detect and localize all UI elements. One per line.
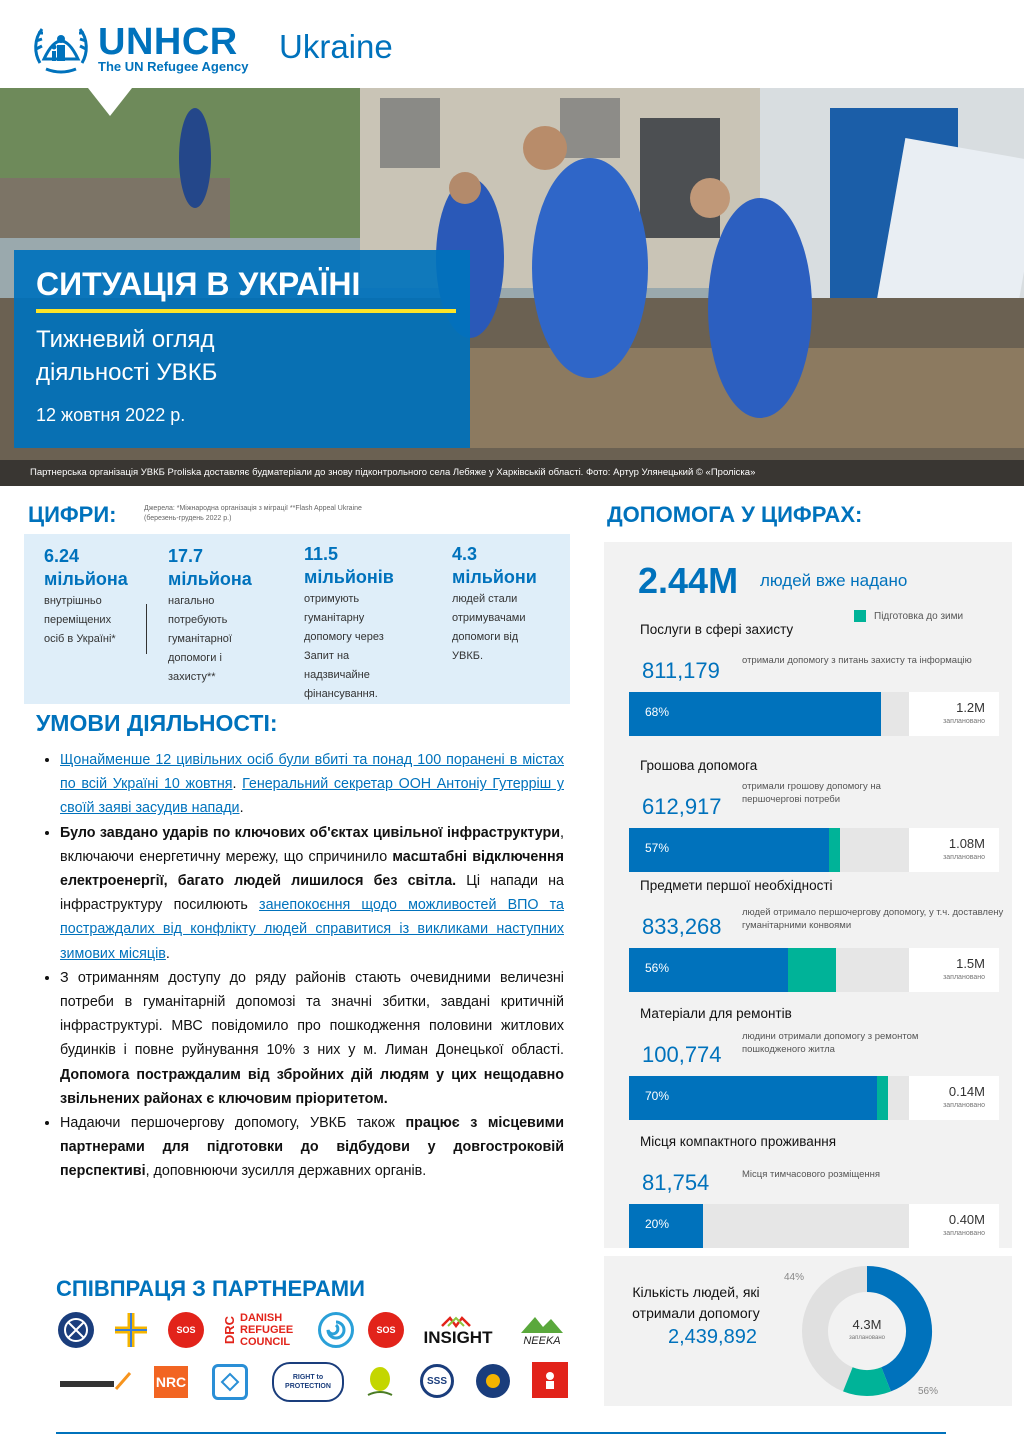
figure-number: 4.3 — [452, 544, 478, 564]
partner-map-icon — [219, 1371, 241, 1393]
donut-center-value: 4.3M — [852, 1317, 882, 1332]
partner-logo-swirl — [318, 1312, 354, 1348]
sos-text: SOS — [176, 1325, 196, 1335]
progress-bar — [629, 692, 999, 736]
conditions-header: УМОВИ ДІЯЛЬНОСТІ: — [36, 710, 278, 736]
partners-header: СПІВПРАЦЯ З ПАРТНЕРАМИ — [56, 1276, 365, 1301]
list-item — [60, 1111, 564, 1184]
text: З отриманням доступу до ряду районів стають очевидними величезні потреби в гуманітарній допомозі та значні збитки, завдані критичній інфраструктурі. МВС повідомило про пошкодження половини житлових будинків і повне руйнування 10% з них у м. Лиман Донецької області. — [60, 969, 564, 1059]
progress-bar — [629, 1076, 999, 1120]
category-name: Матеріали для ремонтів — [640, 1006, 792, 1021]
category-number: 81,754 — [642, 1170, 710, 1195]
r2p-line: PROTECTION — [285, 1383, 331, 1390]
report-subtitle-line2: діяльності УВКБ — [36, 359, 218, 386]
progress-target-label: заплановано — [943, 1230, 985, 1237]
link-winter-concerns[interactable]: занепокоєння щодо можливостей ВПО та постраждалих від конфлікту людей справитися із викликами наступних зимових місяців — [60, 897, 564, 962]
text: . — [165, 945, 170, 962]
partner-logo-11 — [212, 1364, 248, 1400]
figure-description — [452, 590, 562, 666]
partner-logo-9 — [56, 1366, 136, 1398]
figure-desc-line: переміщених — [44, 614, 112, 626]
list-item — [60, 748, 564, 821]
figures-panel — [24, 534, 570, 704]
insight-mark-icon — [440, 1316, 476, 1328]
progress-bar-winter-fill — [829, 828, 840, 872]
partner-logo-nrc — [154, 1366, 188, 1398]
progress-target-label: заплановано — [943, 854, 985, 861]
source-line-2: (березень-грудень 2022 р.) — [144, 515, 232, 522]
progress-target-label: заплановано — [943, 718, 985, 725]
partner-sun-icon — [482, 1370, 504, 1392]
category-number: 833,268 — [642, 914, 722, 939]
logo-name: UNHCR — [98, 20, 238, 63]
figure-description — [304, 590, 434, 704]
partner-logos — [56, 1310, 576, 1400]
progress-bar-winter-fill — [788, 948, 836, 992]
partner-logo-right-to-protection — [272, 1362, 344, 1402]
progress-bar-target-area — [909, 948, 999, 992]
drc-abbr: DRC — [222, 1315, 237, 1345]
progress-bar-target-area — [909, 692, 999, 736]
donut-number: 2,439,892 — [668, 1326, 757, 1348]
figure-number: 6.24 — [44, 546, 80, 566]
donut-pct-bottom: 56% — [918, 1386, 939, 1397]
partner-logo-sss — [420, 1364, 454, 1398]
partner-logo-16 — [532, 1362, 568, 1398]
figure-unit: мільйона — [44, 569, 128, 589]
category-name: Предмети першої необхідності — [640, 878, 833, 893]
figure-unit: мільйони — [452, 567, 537, 587]
text: . — [232, 776, 243, 793]
figures-header: ЦИФРИ: — [28, 502, 117, 527]
figure-description — [168, 592, 288, 687]
figure-number: 11.5 — [304, 544, 339, 564]
partner-logo-sos-1 — [168, 1312, 204, 1348]
legend-label: Підготовка до зими — [874, 610, 964, 622]
partner-logo-caritas — [112, 1310, 150, 1350]
bold-text: працює з місцевими партнерами для підготовки до відбудови у довгостроковій перспективі — [60, 1115, 564, 1180]
partner-figure-icon — [538, 1368, 562, 1392]
partner-leaf-icon — [360, 1365, 400, 1401]
neeka-mountain-icon — [519, 1313, 565, 1335]
figure-desc-line: осіб в Україні* — [44, 633, 116, 645]
progress-percent: 57% — [645, 841, 670, 855]
figure-item — [44, 546, 154, 649]
report-title: СИТУАЦІЯ В УКРАЇНІ — [36, 266, 361, 302]
donut-label: Кількість людей, які отримали допомогу — [632, 1284, 760, 1321]
figure-desc-line: нагально — [168, 595, 215, 607]
figure-desc-line: допомогу через — [304, 631, 384, 643]
partner-emblem-icon — [63, 1317, 89, 1343]
partner-logo-13 — [358, 1364, 402, 1402]
category-description: Місця тимчасового розміщення — [742, 1169, 881, 1180]
neeka-text: NEEKA — [523, 1335, 561, 1347]
category-description: отримали допомогу з питань захисту та інформацію — [742, 655, 972, 666]
sss-text: SSS — [426, 1375, 447, 1387]
report-date: 12 жовтня 2022 р. — [36, 405, 186, 425]
text: Надаючи першочергову допомогу, УВКБ також — [60, 1115, 406, 1132]
assisted-total-label: людей вже надано — [760, 571, 908, 590]
category-description: отримали грошову допомогу на першочергові потреби — [742, 781, 881, 805]
drc-line: REFUGEE — [240, 1324, 294, 1336]
category-name: Місця компактного проживання — [640, 1134, 837, 1149]
figure-unit: мільйона — [168, 569, 252, 589]
progress-bar — [629, 1204, 999, 1248]
list-item — [60, 966, 564, 1111]
figure-item — [452, 544, 562, 666]
title-box — [14, 250, 470, 448]
progress-target: 1.2M — [956, 700, 985, 715]
figure-desc-line: УВКБ. — [452, 650, 484, 662]
partner-wordmark-icon — [58, 1369, 134, 1395]
text: , включаючи енергетичну мережу, що спричинило — [60, 824, 564, 865]
donut-center-label: заплановано — [849, 1335, 885, 1341]
bold-text: масштабні відключення електроенергії, багато людей лишилося без світла. — [60, 848, 564, 890]
partner-logo-sos-2 — [368, 1312, 404, 1348]
category-name: Послуги в сфері захисту — [640, 622, 794, 637]
legend — [854, 610, 963, 622]
assisted-total: 2.44M — [638, 560, 739, 601]
figure-desc-line: отримують — [304, 593, 360, 605]
text: Ці напади на інфраструктуру посилюють — [60, 873, 564, 914]
progress-target: 1.5M — [956, 956, 985, 971]
nrc-text: NRC — [155, 1374, 187, 1390]
list-item — [60, 821, 564, 966]
progress-target: 1.08M — [948, 836, 985, 851]
footer-divider — [56, 1432, 946, 1434]
country-label: Ukraine — [279, 28, 393, 65]
progress-bar-winter-fill — [877, 1076, 888, 1120]
figure-desc-line: надзвичайне — [304, 669, 370, 681]
figure-desc-line: потребують — [168, 614, 228, 626]
figure-item — [304, 544, 434, 704]
figure-desc-line: гуманітарної — [168, 633, 232, 645]
figure-desc-line: внутрішньо — [44, 595, 102, 607]
hero-notch — [88, 88, 132, 116]
figure-desc-line: Запит на — [304, 650, 350, 662]
category-description: людей отримало першочергову допомогу, у т.ч. доставлену гуманітарними конвоями — [742, 907, 1004, 931]
progress-bar — [629, 948, 999, 992]
progress-percent: 68% — [645, 705, 670, 719]
progress-percent: 70% — [645, 1089, 670, 1103]
figure-desc-line: допомоги від — [452, 631, 519, 643]
category-number: 100,774 — [642, 1042, 722, 1067]
partner-logo-insight — [418, 1314, 498, 1350]
category-number: 811,179 — [642, 658, 720, 683]
logo-subtitle: The UN Refugee Agency — [98, 58, 249, 74]
bold-text: Допомога постраждалим від збройних дій людям у цих нещодавно звільнених районах є ключовим пріоритетом. — [60, 1066, 564, 1107]
title-underline — [36, 309, 456, 313]
category-name: Грошова допомога — [640, 758, 758, 773]
figure-desc-line: гуманітарну — [304, 612, 365, 624]
legend-swatch-winter — [854, 610, 866, 622]
figure-desc-line: допомоги і — [168, 652, 222, 664]
source-line-1: Джерела: *Міжнародна організація з міграції **Flash Appeal Ukraine — [144, 505, 362, 512]
figure-item — [168, 546, 288, 687]
caritas-cross-icon — [113, 1311, 149, 1349]
text: . — [239, 800, 244, 817]
unhcr-logo — [30, 18, 249, 78]
insight-text: INSIGHT — [423, 1328, 493, 1347]
text: , доповнюючи зусилля державних органів. — [145, 1163, 427, 1180]
partner-logo-drc — [222, 1310, 300, 1350]
partner-logo-neeka — [514, 1310, 570, 1350]
link-secretary-general-statement[interactable]: Генеральний секретар ООН Антоніу Гутерріш у своїй заяві засудив напади — [60, 776, 564, 817]
drc-line: DANISH — [240, 1312, 283, 1324]
category-description: людини отримали допомогу з ремонтом пошкодженого житла — [742, 1031, 919, 1055]
unhcr-emblem-icon — [30, 19, 92, 77]
report-subtitle-line1: Тижневий огляд — [36, 326, 215, 353]
partner-logo-1 — [58, 1312, 94, 1348]
sos-text: SOS — [376, 1325, 396, 1335]
figure-desc-line: людей стали — [452, 593, 518, 605]
bold-text: Було завдано ударів по ключових об'єктах цивільної інфраструктури — [60, 824, 561, 841]
drc-line: COUNCIL — [240, 1336, 291, 1348]
figure-description — [44, 592, 154, 649]
figure-desc-line: захисту** — [168, 671, 216, 683]
figures-source — [144, 504, 424, 524]
figure-unit: мільйонів — [304, 567, 394, 587]
photo-caption: Партнерська організація УВКБ Proliska доставляє будматеріали до знову підконтрольного села Лебяже у Харківській області. Фото: Артур Улянецький © «Проліска» — [0, 460, 1024, 486]
progress-target: 0.14M — [948, 1084, 985, 1099]
figure-desc-line: фінансування. — [304, 688, 378, 700]
donut-segment-green — [848, 1379, 886, 1383]
r2p-line: RIGHT to — [292, 1374, 324, 1381]
category-number: 612,917 — [642, 794, 722, 819]
progress-percent: 56% — [645, 961, 670, 975]
progress-target-label: заплановано — [943, 1102, 985, 1109]
figure-number: 17.7 — [168, 546, 204, 566]
figure-divider — [146, 604, 147, 654]
progress-target-label: заплановано — [943, 974, 985, 981]
progress-target: 0.40M — [948, 1212, 985, 1227]
conditions-list — [36, 748, 564, 1184]
assistance-header: ДОПОМОГА У ЦИФРАХ: — [607, 502, 863, 527]
partner-logo-15 — [476, 1364, 510, 1398]
donut-pct-top: 44% — [784, 1272, 805, 1283]
progress-percent: 20% — [645, 1217, 670, 1231]
swirl-icon — [326, 1320, 346, 1340]
link-civilian-casualties[interactable]: Щонайменше 12 цивільних осіб були вбиті та понад 100 поранені в містах по всій Україні 10 жовтня — [60, 752, 564, 793]
figure-desc-line: отримувачами — [452, 612, 526, 624]
progress-bar — [629, 828, 999, 872]
